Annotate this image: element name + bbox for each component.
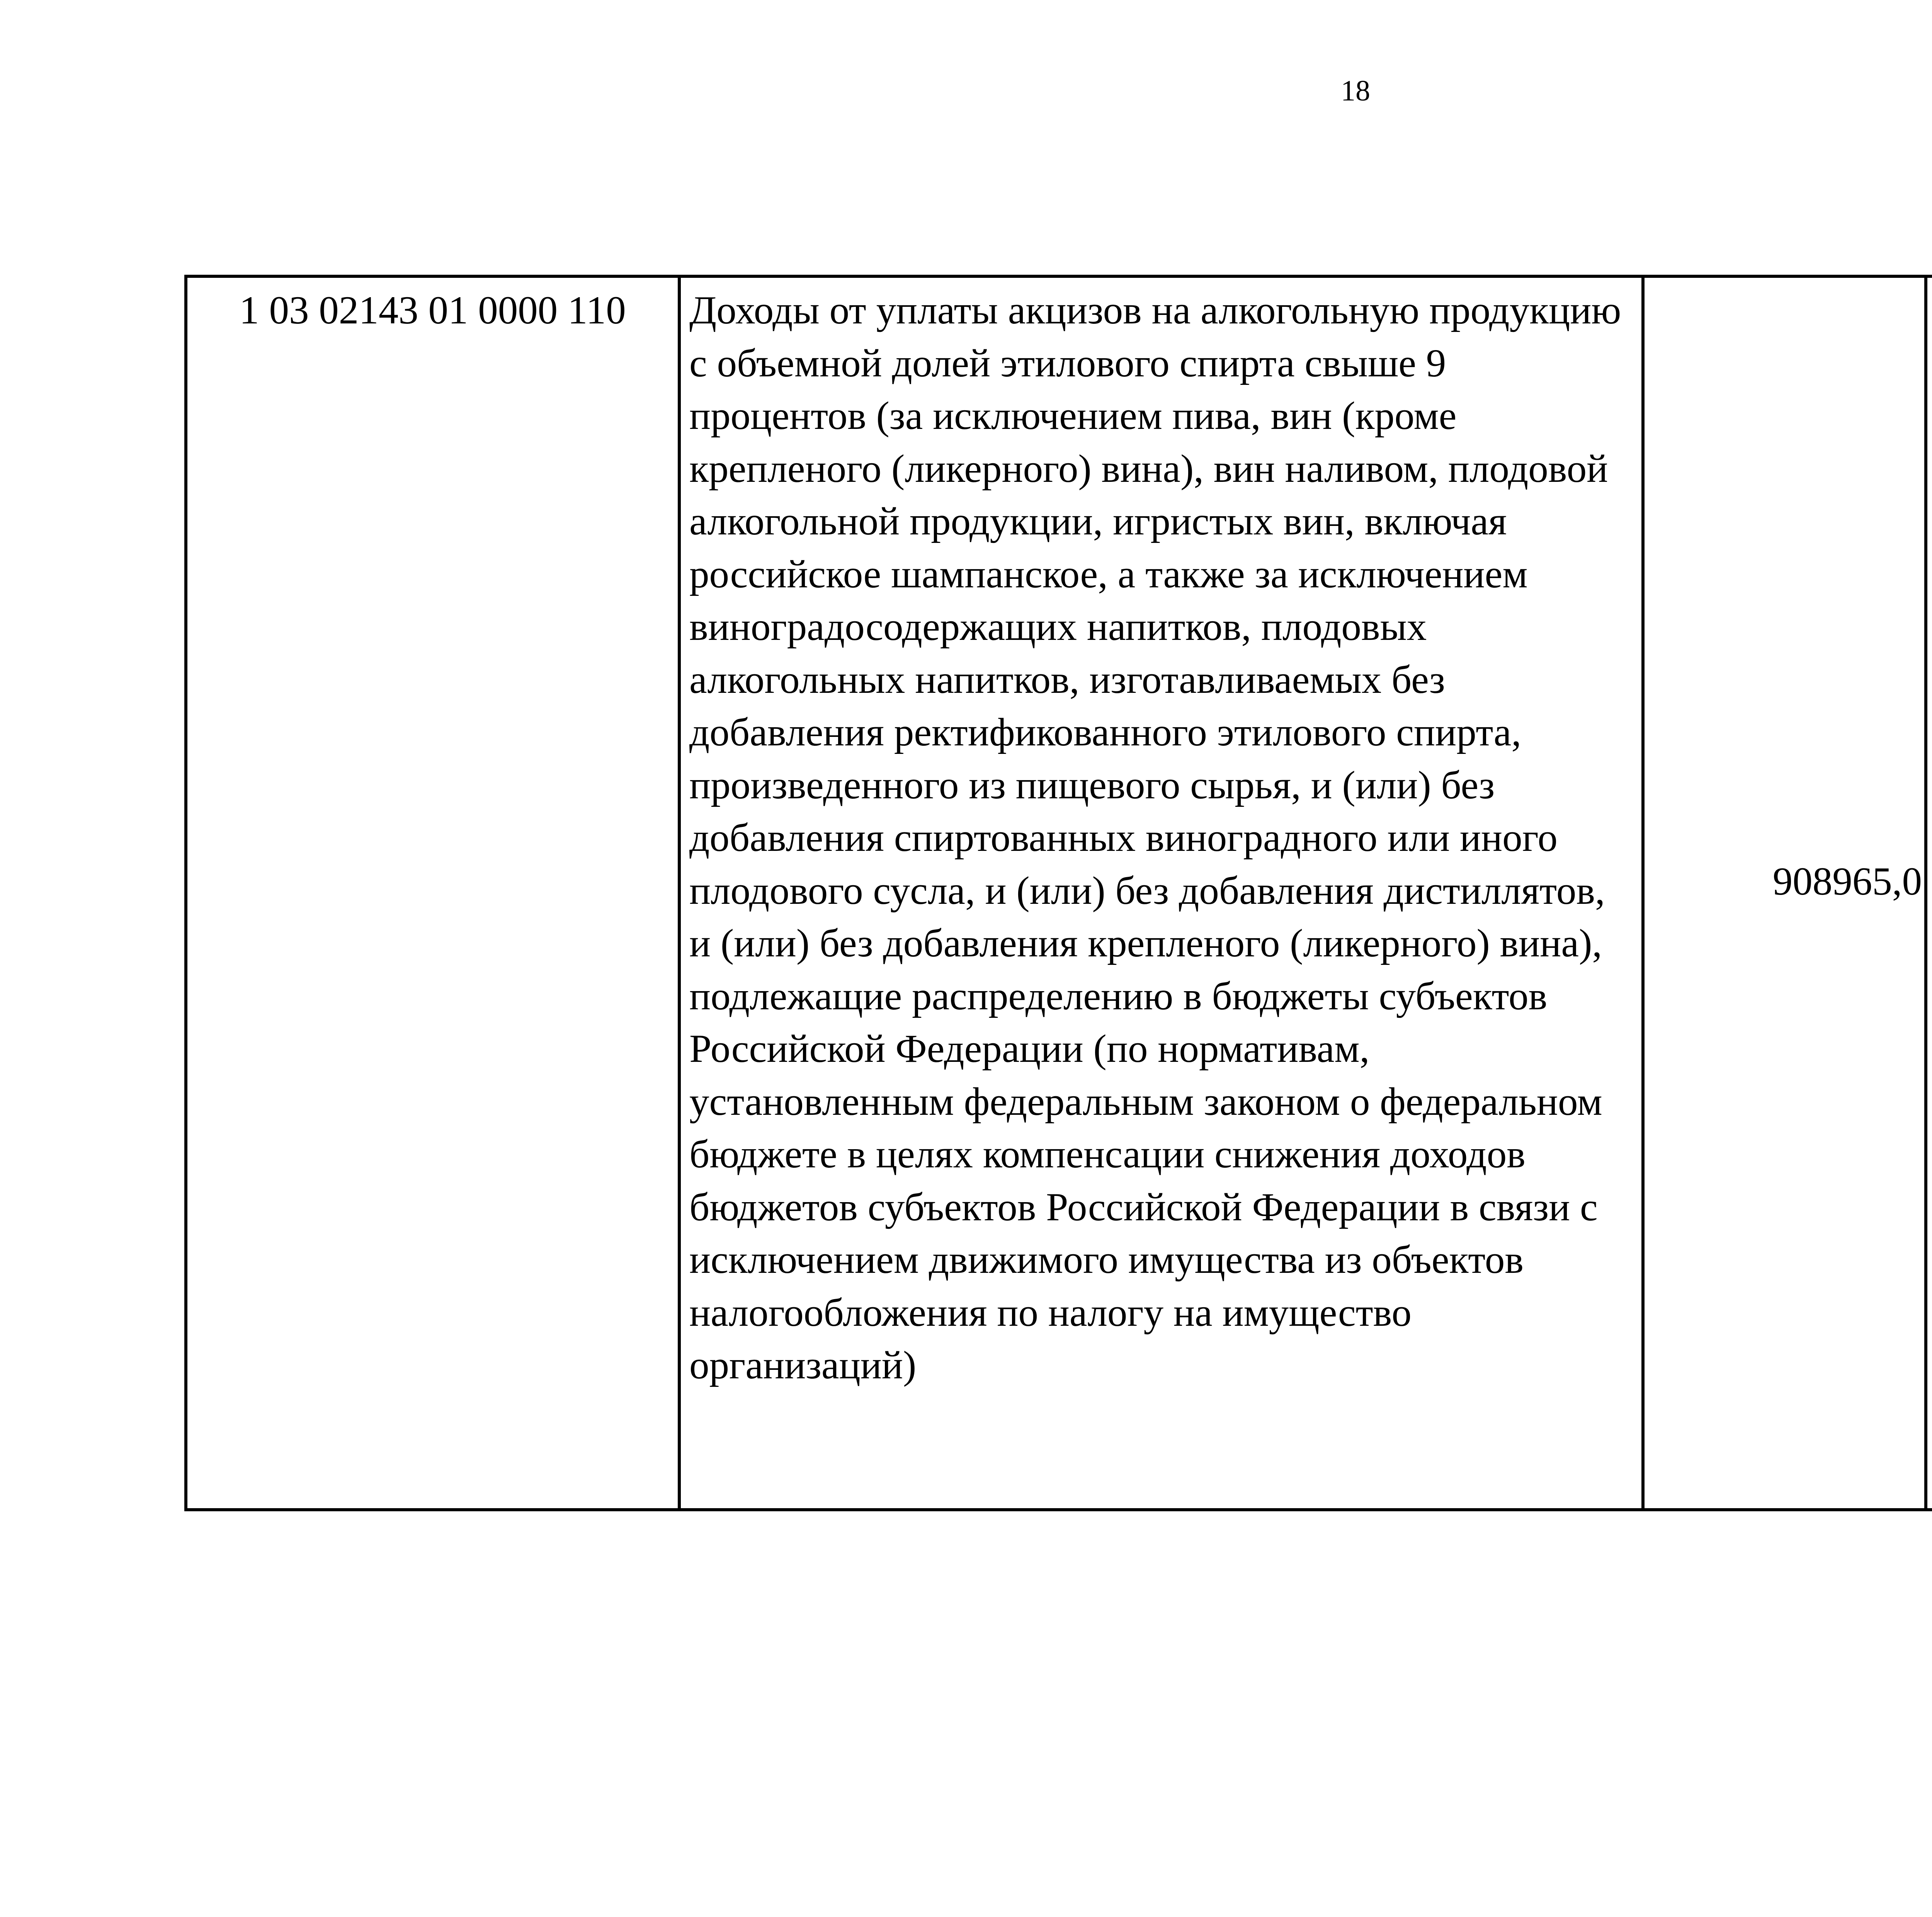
- page-number: 18: [1341, 75, 1370, 107]
- amount-cell-1: 908965,0: [1643, 276, 1926, 1510]
- revenue-description: Доходы от уплаты акцизов на алкогольную продукцию с объемной долей этилового спирта свыше 9 процентов (за исключением пива, вин (кроме крепленого (ликерного) вина), вин наливом, плодовой алкогольной продукции, игристых вин, включая российское шампанское, а также за исключением виноградосодержащих напитков, плодовых алкогольных напитков, изготавливаемых без добавления ректификованного этилового спирта, произведенного из пищевого сырья, и (или) без добавления спиртованных виноградного или иного плодового сусла, и (или) без добавления дистиллятов, и (или) без добавления крепленого (ликерного) вина), подлежащие распределению в бюджеты субъектов Российской Федерации (по нормативам, установленным федеральным законом о федеральном бюджете в целях компенсации снижения доходов бюджетов субъектов Российской Федерации в связи с исключением движимого имущества из объектов налогообложения по налогу на имущество организаций): [679, 276, 1643, 1510]
- amount-cell-2: [1926, 276, 1932, 1510]
- budget-classification-code: 1 03 02143 01 0000 110: [186, 276, 679, 1510]
- table-row: [186, 276, 1932, 1510]
- revenue-table: [184, 275, 1932, 1511]
